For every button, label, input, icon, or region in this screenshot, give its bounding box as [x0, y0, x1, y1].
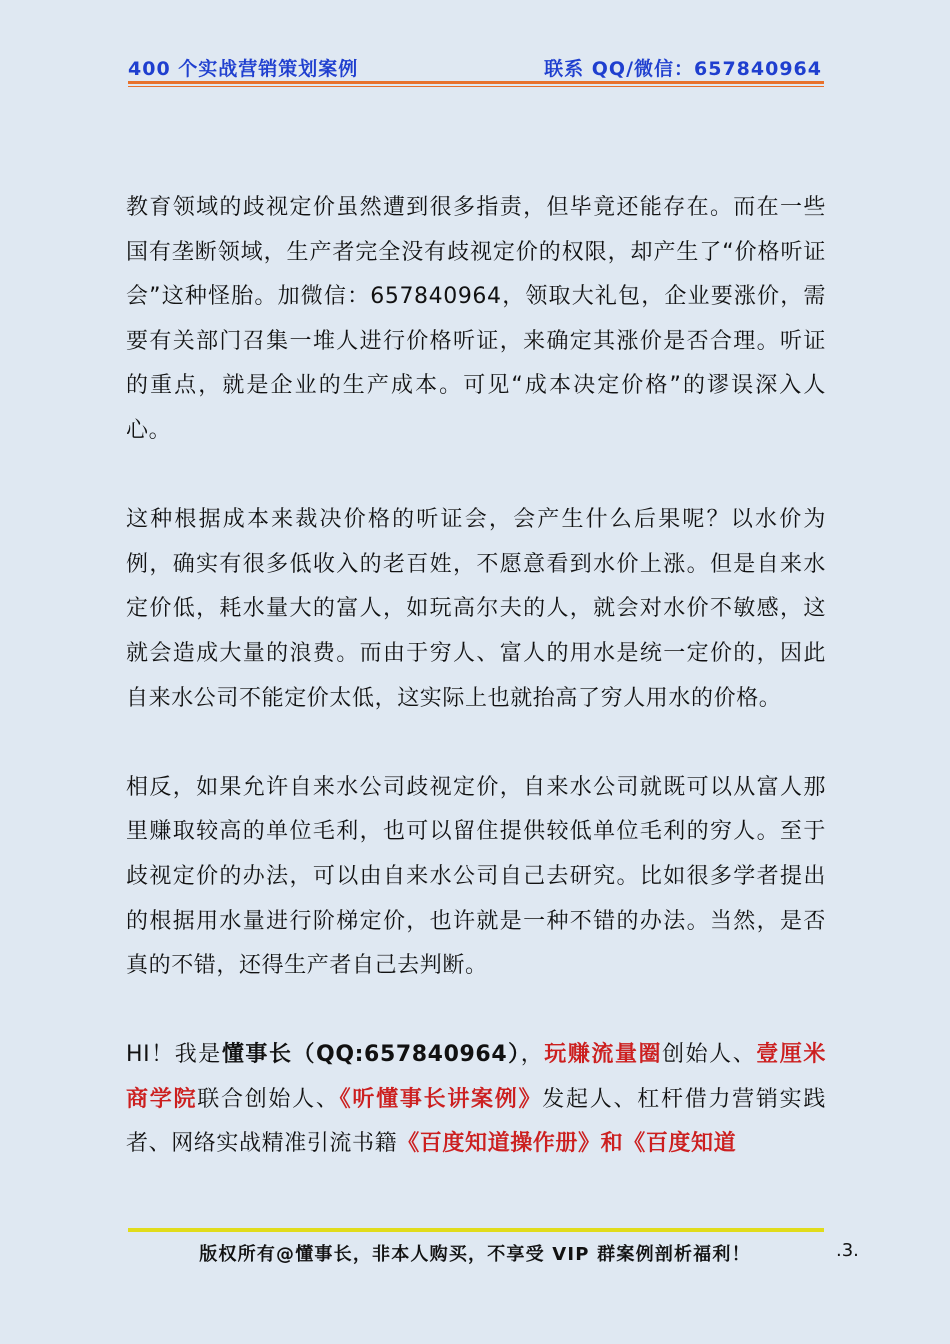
header-contact: 联系 QQ/微信：657840964	[544, 57, 822, 80]
paragraph-3: 相反，如果允许自来水公司歧视定价，自来水公司就既可以从富人那里赚取较高的单位毛利，也可以留住提供较低单位毛利的穷人。至于歧视定价的办法，可以由自来水公司自己去研究。比如很多学者提出的根据用水量进行阶梯定价，也许就是一种不错的办法。当然，是否真的不错，还得生产者自己去判断。	[126, 774, 826, 979]
intro-text: HI！我是	[126, 1042, 222, 1068]
intro-and: 和	[600, 1131, 624, 1157]
book-title-2: 《百度知道	[623, 1131, 737, 1157]
brand-link-3: 《听懂事长讲案例》	[339, 1086, 543, 1112]
footer-divider	[128, 1228, 824, 1232]
body-clip	[0, 186, 950, 1210]
page-number: .3.	[836, 1240, 859, 1261]
header-divider	[128, 81, 824, 84]
header-divider-thin	[128, 86, 824, 87]
page-header	[128, 54, 822, 80]
author-name: 懂事长（QQ:657840964）	[221, 1042, 521, 1068]
author-intro	[126, 1033, 826, 1167]
intro-sep: ，	[520, 1042, 545, 1068]
document-body	[126, 186, 826, 1210]
intro-text-3: 联合创始人、	[197, 1086, 340, 1112]
header-title: 400 个实战营销策划案例	[128, 57, 359, 80]
brand-link-1: 玩赚流量圈	[544, 1042, 663, 1068]
paragraph-1: 教育领域的歧视定价虽然遭到很多指责，但毕竟还能存在。而在一些国有垄断领域，生产者完全没有歧视定价的权限，却产生了“价格听证会”这种怪胎。加微信：657840964，领取大礼包，企业要涨价，需要有关部门召集一堆人进行价格听证，来确定其涨价是否合理。听证的重点，就是企业的生产成本。可见“成本决定价格”的谬误深入人心。	[126, 195, 826, 443]
brand-link-2: 壹厘米商学院	[126, 1042, 826, 1112]
intro-text-2: 创始人、	[662, 1042, 757, 1068]
footer-copyright: 版权所有@懂事长，非本人购买，不享受 VIP 群案例剖析福利！	[199, 1244, 751, 1265]
intro-text-4: 发起人、杠杆借力营销实践者、网络实战精准引流书籍	[126, 1086, 826, 1157]
paragraph-2: 这种根据成本来裁决价格的听证会，会产生什么后果呢？以水价为例，确实有很多低收入的老百姓，不愿意看到水价上涨。但是自来水定价低，耗水量大的富人，如玩高尔夫的人，就会对水价不敏感，这就会造成大量的浪费。而由于穷人、富人的用水是统一定价的，因此自来水公司不能定价太低，这实际上也就抬高了穷人用水的价格。	[126, 507, 826, 711]
book-title-1: 《百度知道操作册》	[397, 1131, 601, 1157]
